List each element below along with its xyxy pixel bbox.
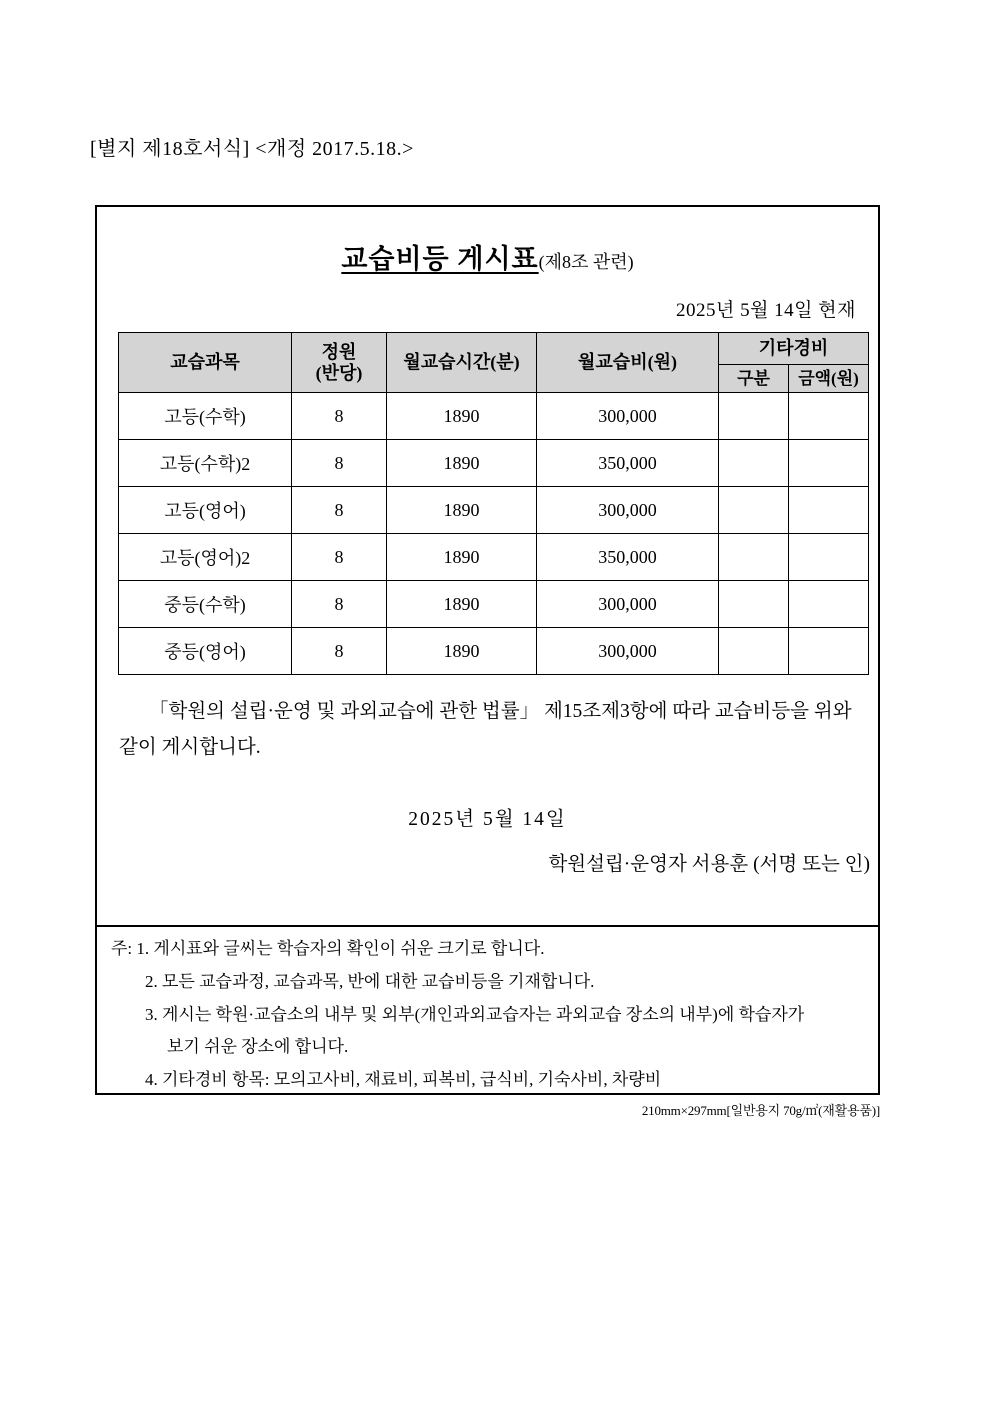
cell-etc-amount	[789, 628, 869, 675]
cell-hours: 1890	[387, 581, 537, 628]
cell-etc-amount	[789, 393, 869, 440]
cell-etc-type	[719, 581, 789, 628]
cell-capacity: 8	[292, 534, 387, 581]
cell-etc-type	[719, 628, 789, 675]
cell-subject: 고등(수학)2	[119, 440, 292, 487]
legal-statement: 「학원의 설립·운영 및 과외교습에 관한 법률」 제15조제3항에 따라 교습비등을 위와 같이 게시합니다.	[119, 701, 852, 759]
table-row	[119, 440, 869, 487]
note-item: 3. 게시는 학원·교습소의 내부 및 외부(개인과외교습자는 과외교습 장소의 내부)에 학습자가	[145, 1004, 805, 1024]
cell-capacity: 8	[292, 581, 387, 628]
notes-section	[111, 933, 866, 1097]
table-row	[119, 534, 869, 581]
notes-label: 주:	[111, 939, 133, 958]
paper-specification: 210mm×297mm[일반용지 70g/㎡(재활용품)]	[641, 1103, 880, 1118]
header-other-expense-group: 기타경비	[719, 333, 869, 365]
table-row	[119, 628, 869, 675]
cell-fee: 300,000	[537, 487, 719, 534]
note-item-text: 1. 게시표와 글씨는 학습자의 확인이 쉬운 크기로 합니다.	[136, 939, 545, 958]
cell-etc-amount	[789, 440, 869, 487]
title-main-text: 교습비등 게시표	[341, 244, 539, 274]
cell-hours: 1890	[387, 534, 537, 581]
fee-table	[118, 332, 869, 675]
fee-table-head	[119, 333, 869, 393]
cell-etc-type	[719, 534, 789, 581]
cell-capacity: 8	[292, 628, 387, 675]
cell-etc-amount	[789, 581, 869, 628]
cell-subject: 고등(영어)	[119, 487, 292, 534]
cell-hours: 1890	[387, 440, 537, 487]
table-row	[119, 393, 869, 440]
document-frame	[95, 205, 880, 1095]
form-reference-line: [별지 제18호서식] <개정 2017.5.18.>	[90, 138, 414, 160]
cell-etc-type	[719, 487, 789, 534]
header-capacity-line1: 정원	[321, 341, 357, 362]
header-other-expense-amount: 금액(원)	[789, 365, 869, 393]
cell-subject: 고등(수학)	[119, 393, 292, 440]
header-capacity-line2: (반당)	[315, 362, 363, 383]
note-item	[111, 933, 866, 966]
notes-divider	[97, 925, 878, 927]
cell-hours: 1890	[387, 487, 537, 534]
header-other-expense-type: 구분	[719, 365, 789, 393]
cell-fee: 350,000	[537, 534, 719, 581]
header-monthly-fee: 월교습비(원)	[537, 333, 719, 393]
note-item: 4. 기타경비 항목: 모의고사비, 재료비, 피복비, 급식비, 기숙사비, 차량비	[145, 1070, 662, 1090]
cell-etc-type	[719, 440, 789, 487]
header-subject: 교습과목	[119, 333, 292, 393]
document-title	[97, 237, 878, 276]
cell-hours: 1890	[387, 393, 537, 440]
cell-capacity: 8	[292, 440, 387, 487]
table-row	[119, 581, 869, 628]
signature-line: 학원설립·운영자 서용훈 (서명 또는 인)	[548, 854, 870, 875]
note-item-continuation: 보기 쉬운 장소에 합니다.	[167, 1037, 349, 1057]
note-item: 2. 모든 교습과정, 교습과목, 반에 대한 교습비등을 기재합니다.	[145, 971, 595, 991]
fee-table-body	[119, 393, 869, 675]
cell-fee: 350,000	[537, 440, 719, 487]
header-monthly-hours: 월교습시간(분)	[387, 333, 537, 393]
cell-etc-type	[719, 393, 789, 440]
signature-date: 2025년 5월 14일	[408, 809, 567, 830]
cell-subject: 고등(영어)2	[119, 534, 292, 581]
cell-fee: 300,000	[537, 393, 719, 440]
cell-subject: 중등(영어)	[119, 628, 292, 675]
cell-fee: 300,000	[537, 581, 719, 628]
table-row	[119, 487, 869, 534]
cell-subject: 중등(수학)	[119, 581, 292, 628]
cell-hours: 1890	[387, 628, 537, 675]
header-capacity	[292, 333, 387, 393]
cell-fee: 300,000	[537, 628, 719, 675]
as-of-date: 2025년 5월 14일 현재	[675, 300, 856, 321]
title-sub-text: (제8조 관련)	[538, 252, 634, 272]
cell-capacity: 8	[292, 393, 387, 440]
table-header-row-1	[119, 333, 869, 365]
cell-capacity: 8	[292, 487, 387, 534]
cell-etc-amount	[789, 487, 869, 534]
cell-etc-amount	[789, 534, 869, 581]
